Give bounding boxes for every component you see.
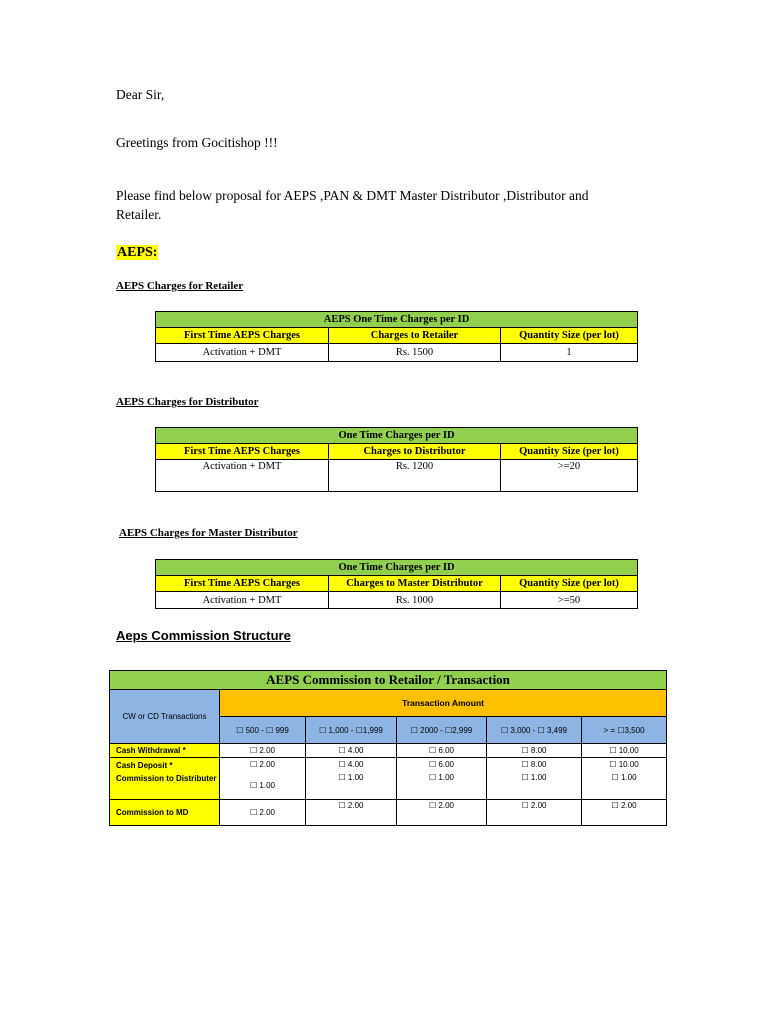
table-title: One Time Charges per ID xyxy=(156,428,638,444)
row-header: CW or CD Transactions xyxy=(110,690,220,744)
column-header: Quantity Size (per lot) xyxy=(501,444,638,460)
range-header: > = ☐3,500 xyxy=(582,717,667,744)
table-cell: Rs. 1500 xyxy=(329,344,501,362)
table-cell: ☐ 6.00 xyxy=(397,744,487,758)
commission-title: AEPS Commission to Retailor / Transaction xyxy=(110,671,667,690)
column-header: Quantity Size (per lot) xyxy=(501,576,638,592)
column-header: First Time AEPS Charges xyxy=(156,576,329,592)
table-cell: >=50 xyxy=(501,592,638,609)
table-cell: ☐ 10.00 xyxy=(582,744,667,758)
column-header: Charges to Master Distributor xyxy=(329,576,501,592)
table-cell: ☐ 4.00 xyxy=(306,744,397,758)
master-distributor-heading: AEPS Charges for Master Distributor xyxy=(119,527,298,539)
table-cell: ☐ 2.00 xyxy=(220,744,306,758)
row-label-cash-deposit: Cash Deposit * xyxy=(116,761,173,770)
column-header: Quantity Size (per lot) xyxy=(501,328,638,344)
range-header: ☐ 2000 - ☐2,999 xyxy=(397,717,487,744)
range-header: ☐ 500 - ☐ 999 xyxy=(220,717,306,744)
table-cell: ☐ 4.00 ☐ 1.00 xyxy=(306,758,397,800)
row-label-cash-withdrawal: Cash Withdrawal * xyxy=(110,744,220,758)
transaction-amount-header: Transaction Amount xyxy=(220,690,667,717)
table-title: One Time Charges per ID xyxy=(156,560,638,576)
intro-line-2: Retailer. xyxy=(116,207,162,222)
intro-line-1: Please find below proposal for AEPS ,PAN & DMT Master Distributor ,Distributor and xyxy=(116,188,589,203)
table-title: AEPS One Time Charges per ID xyxy=(156,312,638,328)
table-cell: Rs. 1200 xyxy=(329,460,501,492)
table-cell: ☐ 2.00 xyxy=(220,800,306,826)
row-label-group xyxy=(110,758,220,800)
table-cell: >=20 xyxy=(501,460,638,492)
table-cell: Rs. 1000 xyxy=(329,592,501,609)
table-cell: ☐ 10.00 ☐ 1.00 xyxy=(582,758,667,800)
retailer-heading: AEPS Charges for Retailer xyxy=(116,280,244,292)
column-header: First Time AEPS Charges xyxy=(156,328,329,344)
table-cell: ☐ 2.00 xyxy=(582,800,667,826)
table-cell: Activation + DMT xyxy=(156,592,329,609)
greeting: Greetings from Gocitishop !!! xyxy=(116,135,278,150)
column-header: Charges to Distributor xyxy=(329,444,501,460)
range-header: ☐ 3,000 - ☐ 3,499 xyxy=(487,717,582,744)
table-cell: Activation + DMT xyxy=(156,460,329,492)
commission-heading: Aeps Commission Structure xyxy=(116,628,291,643)
row-label-commission-distributer: Commission to Distributer xyxy=(116,774,217,783)
column-header: Charges to Retailer xyxy=(329,328,501,344)
range-header: ☐ 1,000 - ☐1,999 xyxy=(306,717,397,744)
salutation: Dear Sir, xyxy=(116,87,165,102)
table-cell: ☐ 2.00 xyxy=(487,800,582,826)
table-cell: Activation + DMT xyxy=(156,344,329,362)
distributor-charges-table xyxy=(155,427,638,492)
master-distributor-charges-table xyxy=(155,559,638,609)
table-cell: ☐ 2.00 xyxy=(306,800,397,826)
table-cell: ☐ 2.00 ☐ 1.00 xyxy=(220,758,306,800)
distributor-heading: AEPS Charges for Distributor xyxy=(116,396,259,408)
table-cell: ☐ 6.00 ☐ 1.00 xyxy=(397,758,487,800)
row-label-commission-md: Commission to MD xyxy=(110,800,220,826)
table-cell: ☐ 8.00 xyxy=(487,744,582,758)
table-cell: ☐ 2.00 xyxy=(397,800,487,826)
column-header: First Time AEPS Charges xyxy=(156,444,329,460)
retailer-charges-table xyxy=(155,311,638,362)
table-cell: ☐ 8.00 ☐ 1.00 xyxy=(487,758,582,800)
section-heading: AEPS: xyxy=(117,245,158,260)
commission-table xyxy=(109,670,667,826)
table-cell: 1 xyxy=(501,344,638,362)
